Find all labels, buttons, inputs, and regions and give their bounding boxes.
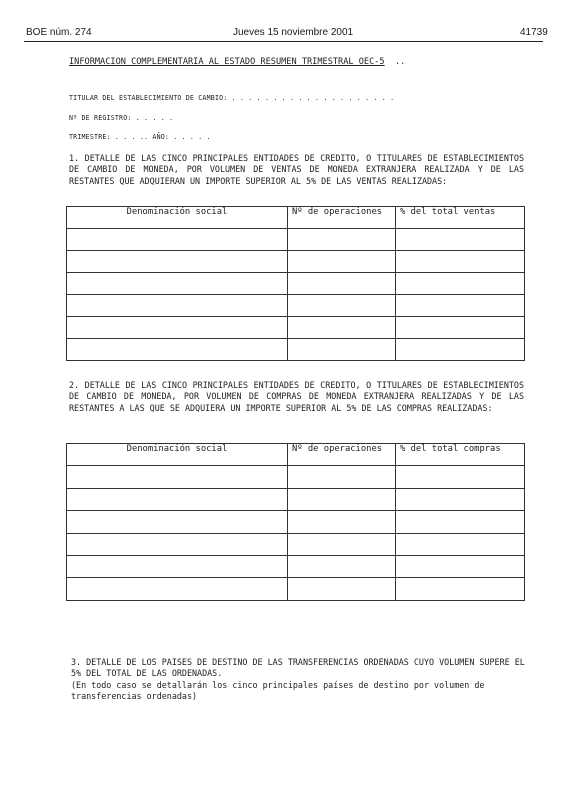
table-cell[interactable]	[67, 317, 288, 339]
section-1-heading	[69, 153, 524, 187]
table-cell[interactable]	[396, 251, 525, 273]
table-cell[interactable]	[67, 555, 288, 577]
column-header-denominacion: Denominación social	[67, 444, 288, 466]
table-cell[interactable]	[396, 578, 525, 600]
table-cell[interactable]	[67, 273, 288, 295]
table-cell[interactable]	[288, 229, 396, 251]
table-cell[interactable]	[288, 339, 396, 361]
table-row	[67, 251, 525, 273]
table-cell[interactable]	[288, 295, 396, 317]
column-header-porcentaje-compras: % del total compras	[396, 444, 525, 466]
table-row	[67, 273, 525, 295]
column-header-porcentaje-ventas: % del total ventas	[396, 207, 525, 229]
table-cell[interactable]	[288, 466, 396, 488]
column-header-denominacion: Denominación social	[67, 207, 288, 229]
sales-table	[66, 206, 525, 361]
table-cell[interactable]	[288, 578, 396, 600]
page-number: 41739	[520, 27, 548, 38]
page-header-journal: BOE núm. 274	[26, 27, 92, 38]
table-cell[interactable]	[67, 511, 288, 533]
table-row	[67, 295, 525, 317]
table-cell[interactable]	[288, 317, 396, 339]
table-cell[interactable]	[288, 555, 396, 577]
table-cell[interactable]	[396, 533, 525, 555]
table-cell[interactable]	[396, 466, 525, 488]
table-cell[interactable]	[67, 229, 288, 251]
section-2-text: DETALLE DE LAS CINCO PRINCIPALES ENTIDADES DE CREDITO, O TITULARES DE ESTABLECIMIENTOS DE CAMBIO DE MONEDA, POR VOLUMEN DE COMPRAS DE MONEDA EXTRANJERA REALIZADAS Y DE LAS RESTANTES A LAS QUE SE ADQUIERA UN IMPORTE SUPERIOR AL 5% DE LAS COMPRAS REALIZADAS:	[69, 380, 524, 413]
header-divider	[24, 41, 543, 42]
table-row	[67, 339, 525, 361]
table-row	[67, 317, 525, 339]
section-3-note: (En todo caso se detallarán los cinco principales países de destino por volumen de transferencias ordenadas)	[71, 679, 485, 701]
table-cell[interactable]	[396, 339, 525, 361]
section-2-number: 2.	[69, 380, 80, 390]
table-cell[interactable]	[67, 488, 288, 510]
table-cell[interactable]	[288, 488, 396, 510]
page-header-date: Jueves 15 noviembre 2001	[233, 27, 354, 38]
table-cell[interactable]	[67, 339, 288, 361]
column-header-operaciones: Nº de operaciones	[288, 207, 396, 229]
table-row	[67, 533, 525, 555]
form-title	[69, 57, 405, 67]
table-cell[interactable]	[67, 578, 288, 600]
table-row	[67, 466, 525, 488]
table-cell[interactable]	[396, 229, 525, 251]
section-3-text: 3. DETALLE DE LOS PAISES DE DESTINO DE LAS TRANSFERENCIAS ORDENADAS CUYO VOLUMEN SUPERE EL 5% DEL TOTAL DE LAS ORDENADAS.	[71, 657, 525, 679]
table-row	[67, 488, 525, 510]
table-cell[interactable]	[396, 317, 525, 339]
table-header-row	[67, 444, 525, 466]
trimestre-field: TRIMESTRE: . . . .. AÑO: . . . . .	[69, 133, 211, 141]
section-1-number: 1.	[69, 153, 80, 163]
table-cell[interactable]	[288, 251, 396, 273]
form-title-trail: ..	[384, 57, 406, 67]
table-row	[67, 555, 525, 577]
table-row	[67, 511, 525, 533]
column-header-operaciones: Nº de operaciones	[288, 444, 396, 466]
table-cell[interactable]	[67, 295, 288, 317]
table-cell[interactable]	[396, 488, 525, 510]
section-1-text: DETALLE DE LAS CINCO PRINCIPALES ENTIDADES DE CREDITO, O TITULARES DE ESTABLECIMIENTOS DE CAMBIO DE MONEDA, POR VOLUMEN DE VENTAS DE MONEDA EXTRANJERA REALIZADA Y DE LAS RESTANTES QUE ADQUIERAN UN IMPORTE SUPERIOR AL 5% DE LAS VENTAS REALIZADAS:	[69, 153, 524, 186]
titular-field: TITULAR DEL ESTABLECIMIENTO DE CAMBIO: . . . . . . . . . . . . . . . . . . . .	[69, 94, 395, 102]
section-2-heading	[69, 380, 524, 414]
table-cell[interactable]	[288, 511, 396, 533]
table-cell[interactable]	[396, 295, 525, 317]
registro-field: Nº DE REGISTRO: . . . . .	[69, 114, 174, 122]
table-cell[interactable]	[396, 511, 525, 533]
purchases-table	[66, 443, 525, 601]
form-title-text: INFORMACION COMPLEMENTARIA AL ESTADO RESUMEN TRIMESTRAL OEC-5	[69, 57, 385, 67]
table-cell[interactable]	[67, 533, 288, 555]
table-cell[interactable]	[67, 251, 288, 273]
table-header-row	[67, 207, 525, 229]
table-row	[67, 578, 525, 600]
table-cell[interactable]	[288, 273, 396, 295]
table-row	[67, 229, 525, 251]
section-3-heading	[71, 657, 526, 702]
table-cell[interactable]	[396, 555, 525, 577]
table-cell[interactable]	[396, 273, 525, 295]
table-cell[interactable]	[288, 533, 396, 555]
table-cell[interactable]	[67, 466, 288, 488]
